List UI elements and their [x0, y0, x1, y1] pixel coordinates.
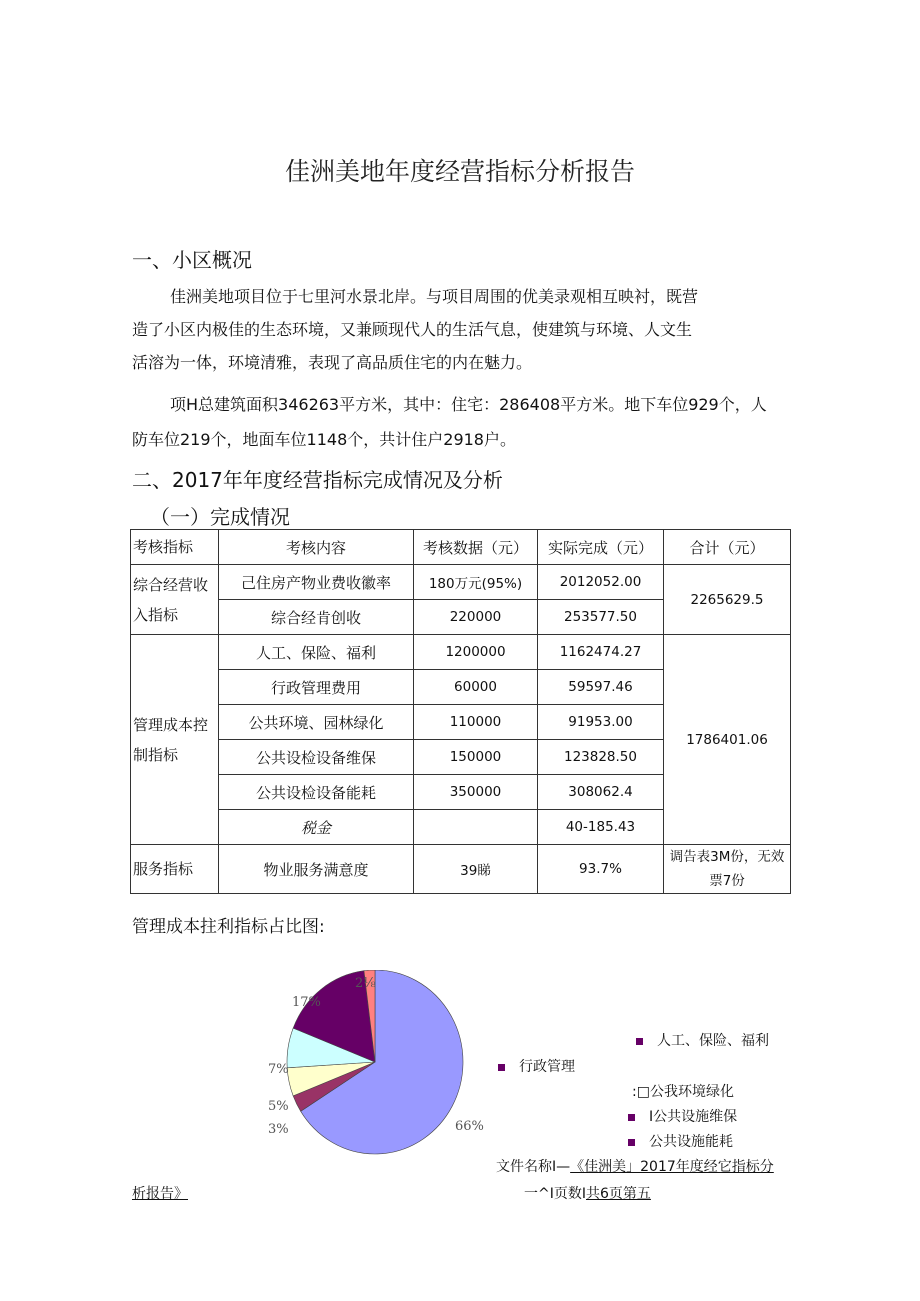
total-cell: 2265629.5 — [664, 565, 791, 635]
actual-cell: 253577.50 — [538, 600, 664, 635]
target-cell: 39睇 — [414, 845, 538, 894]
paragraph-line: 防车位219个，地面车位1148个，共计住户2918户。 — [132, 430, 516, 449]
legend-swatch — [628, 1139, 635, 1146]
pie-chart — [260, 970, 500, 1170]
paragraph-line: 佳洲美地项目位于七里河水景北岸。与项目周围的优美录观相互映衬，既营 — [170, 287, 699, 306]
header-cell: 考核指标 — [131, 530, 219, 565]
target-cell: 110000 — [414, 705, 538, 740]
table-row — [131, 565, 791, 600]
content-cell: 人工、保险、福利 — [219, 635, 414, 670]
pie-data-label: 17% — [292, 995, 321, 1010]
total-cell: 调告表3M份，无效票7份 — [664, 845, 791, 894]
category-cell: 管理成本控制指标 — [131, 635, 219, 845]
pie-data-label: 7% — [268, 1062, 289, 1077]
legend-label: 行政管理 — [519, 1059, 575, 1075]
legend-label: :□公我环境绿化 — [632, 1084, 734, 1100]
category-cell: 综合经营收入指标 — [131, 565, 219, 635]
pie-data-label: 66% — [455, 1119, 484, 1134]
paragraph-line: 造了小区内极佳的生态环境，又兼顾现代人的生活气息，使建筑与环境、人文生 — [132, 320, 693, 339]
actual-cell: 91953.00 — [538, 705, 664, 740]
legend-item — [498, 1056, 575, 1076]
content-cell: 行政管理费用 — [219, 670, 414, 705]
actual-cell: 1162474.27 — [538, 635, 664, 670]
total-cell: 1786401.06 — [664, 635, 791, 845]
target-cell: 150000 — [414, 740, 538, 775]
content-cell: 公共环境、园林绿化 — [219, 705, 414, 740]
table-header-row — [131, 530, 791, 565]
legend-item — [636, 1030, 769, 1050]
legend-swatch — [498, 1064, 505, 1071]
target-cell — [414, 810, 538, 845]
header-cell: 实际完成（元） — [538, 530, 664, 565]
paragraph-line: 活溶为一体，环境清雅，表现了高品质住宅的内在魅力。 — [132, 353, 533, 372]
table-row — [131, 845, 791, 894]
content-cell: 己住房产物业费收徽率 — [219, 565, 414, 600]
footer-label: 一^I页数I — [524, 1186, 586, 1202]
header-cell: 考核内容 — [219, 530, 414, 565]
section2-heading: 二、2017年年度经营指标完成情况及分析 — [132, 468, 503, 492]
content-cell: 公共设检设备能耗 — [219, 775, 414, 810]
category-cell: 服务指标 — [131, 845, 219, 894]
legend-swatch — [628, 1114, 635, 1121]
table-row — [131, 635, 791, 670]
footer-label: 文件名称I— — [496, 1159, 571, 1175]
legend-item — [628, 1131, 733, 1151]
document-title: 佳洲美地年度经营指标分析报告 — [284, 157, 635, 186]
actual-cell: 123828.50 — [538, 740, 664, 775]
legend-label: 公共设施能耗 — [649, 1134, 733, 1150]
target-cell: 180万元(95%) — [414, 565, 538, 600]
content-cell: 税金 — [219, 810, 414, 845]
header-cell: 合计（元） — [664, 530, 791, 565]
pie-data-label: 3% — [268, 1122, 289, 1137]
pie-data-label: 5% — [268, 1099, 289, 1114]
footer-filename — [496, 1156, 774, 1176]
target-cell: 350000 — [414, 775, 538, 810]
legend-swatch — [636, 1038, 643, 1045]
content-cell: 物业服务满意度 — [219, 845, 414, 894]
chart-caption: 管理成本拄利指标占比图: — [132, 917, 325, 937]
indicator-table — [130, 529, 791, 894]
legend-label: 人工、保险、福利 — [657, 1033, 769, 1049]
target-cell: 1200000 — [414, 635, 538, 670]
actual-cell: 59597.46 — [538, 670, 664, 705]
paragraph-line: 项H总建筑面积346263平方米，其中：住宅：286408平方米。地下车位929个，人 — [170, 395, 767, 414]
pie-data-label: 2⅛ — [355, 976, 376, 991]
actual-cell: 93.7% — [538, 845, 664, 894]
actual-cell: 40-185.43 — [538, 810, 664, 845]
section1-heading: 一、小区概况 — [132, 248, 252, 272]
target-cell: 60000 — [414, 670, 538, 705]
content-cell: 综合经肯创收 — [219, 600, 414, 635]
footer-title-cont: 析报告》 — [132, 1186, 188, 1202]
section2-subheading: （一）完成情况 — [150, 505, 290, 529]
footer-page-count: 共6页第五 — [586, 1186, 651, 1202]
footer-title: 《佳洲美」2017年度经它指标分 — [570, 1159, 774, 1175]
header-cell: 考核数据（元） — [414, 530, 538, 565]
legend-item — [628, 1106, 737, 1126]
actual-cell: 2012052.00 — [538, 565, 664, 600]
target-cell: 220000 — [414, 600, 538, 635]
footer-pages — [524, 1183, 651, 1203]
actual-cell: 308062.4 — [538, 775, 664, 810]
legend-label: I公共设施维保 — [649, 1109, 738, 1125]
content-cell: 公共设检设备维保 — [219, 740, 414, 775]
legend-item — [632, 1081, 734, 1101]
